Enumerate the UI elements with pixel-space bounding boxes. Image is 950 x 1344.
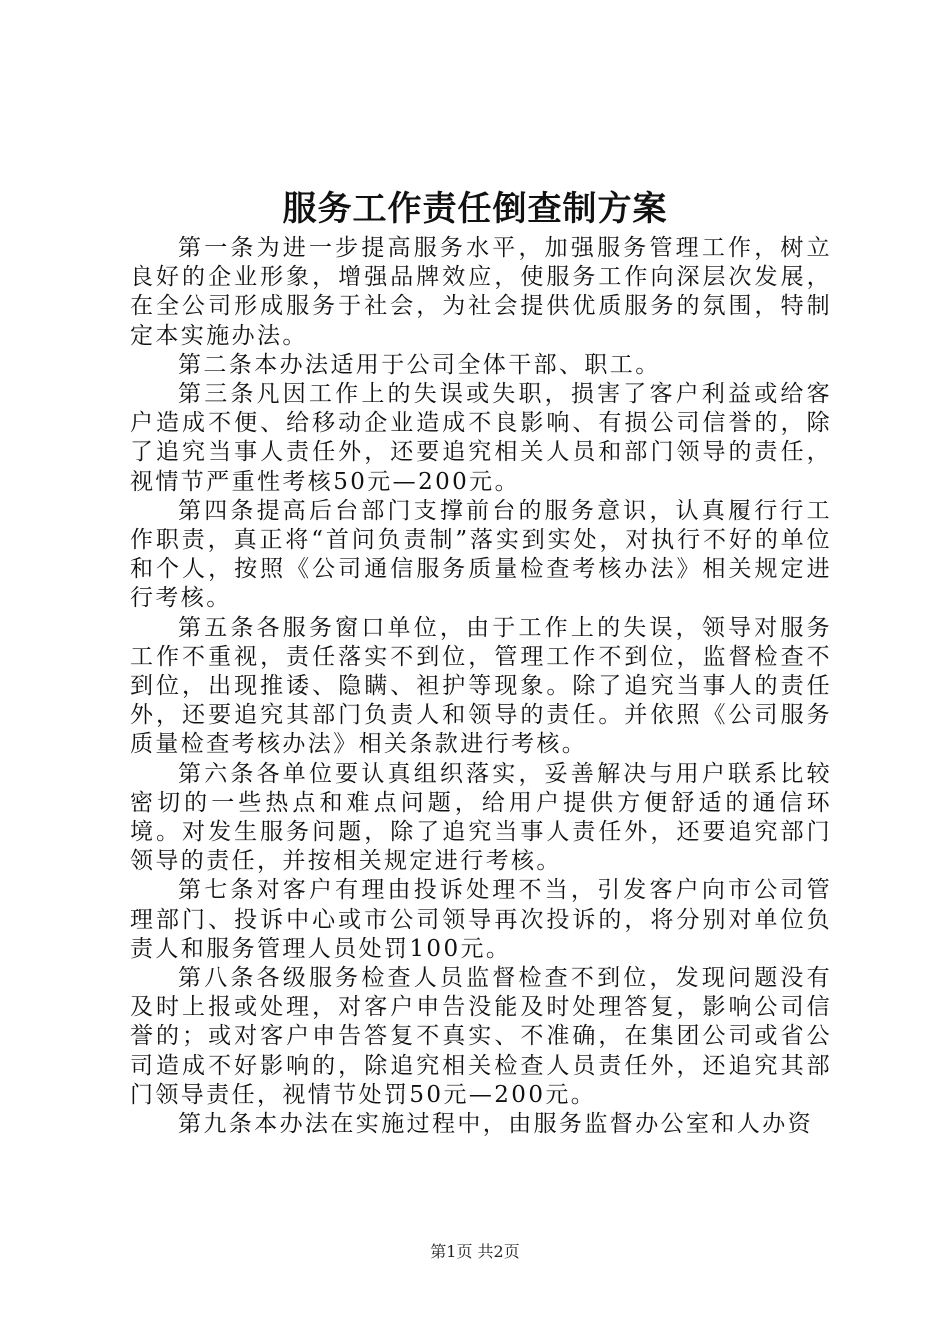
document-body [130,234,832,1139]
document-title: 服务工作责任倒查制方案 [282,189,668,229]
paragraph-article-7: 第七条对客户有理由投诉处理不当，引发客户向市公司管理部门、投诉中心或市公司领导再次投诉的，将分别对单位负责人和服务管理人员处罚100元。 [130,877,832,962]
paragraph-article-6: 第六条各单位要认真组织落实，妥善解决与用户联系比较密切的一些热点和难点问题，给用户提供方便舒适的通信环境。对发生服务问题，除了追究当事人责任外，还要追究部门领导的责任，并按相关规定进行考核。 [130,760,832,875]
paragraph-article-9: 第九条本办法在实施过程中，由服务监督办公室和人办资 [178,1111,813,1138]
page-number-footer: 第1页 共2页 [430,1242,520,1261]
paragraph-article-2: 第二条本办法适用于公司全体干部、职工。 [178,351,661,378]
paragraph-article-8: 第八条各级服务检查人员监督检查不到位，发现问题没有及时上报或处理，对客户申告没能及时处理答复，影响公司信誉的；或对客户申告答复不真实、不准确，在集团公司或省公司造成不好影响的，除追究相关检查人员责任外，还追究其部门领导责任，视情节处罚50元—200元。 [130,965,832,1108]
paragraph-article-3: 第三条凡因工作上的失误或失职，损害了客户利益或给客户造成不便、给移动企业造成不良影响、有损公司信誉的，除了追究当事人责任外，还要追究相关人员和部门领导的责任，视情节严重性考核50元—200元。 [130,381,832,495]
paragraph-article-5: 第五条各服务窗口单位，由于工作上的失误，领导对服务工作不重视，责任落实不到位，管理工作不到位，监督检查不到位，出现推诿、隐瞒、袒护等现象。除了追究当事人的责任外，还要追究其部门负责人和领导的责任。并依照《公司服务质量检查考核办法》相关条款进行考核。 [130,614,832,758]
paragraph-article-4: 第四条提高后台部门支撑前台的服务意识，认真履行行工作职责，真正将“首问负责制”落实到实处，对执行不好的单位和个人，按照《公司通信服务质量检查考核办法》相关规定进行考核。 [130,497,832,612]
paragraph-article-1: 第一条为进一步提高服务水平，加强服务管理工作，树立良好的企业形象，增强品牌效应，使服务工作向深层次发展，在全公司形成服务于社会，为社会提供优质服务的氛围，特制定本实施办法。 [130,235,832,349]
